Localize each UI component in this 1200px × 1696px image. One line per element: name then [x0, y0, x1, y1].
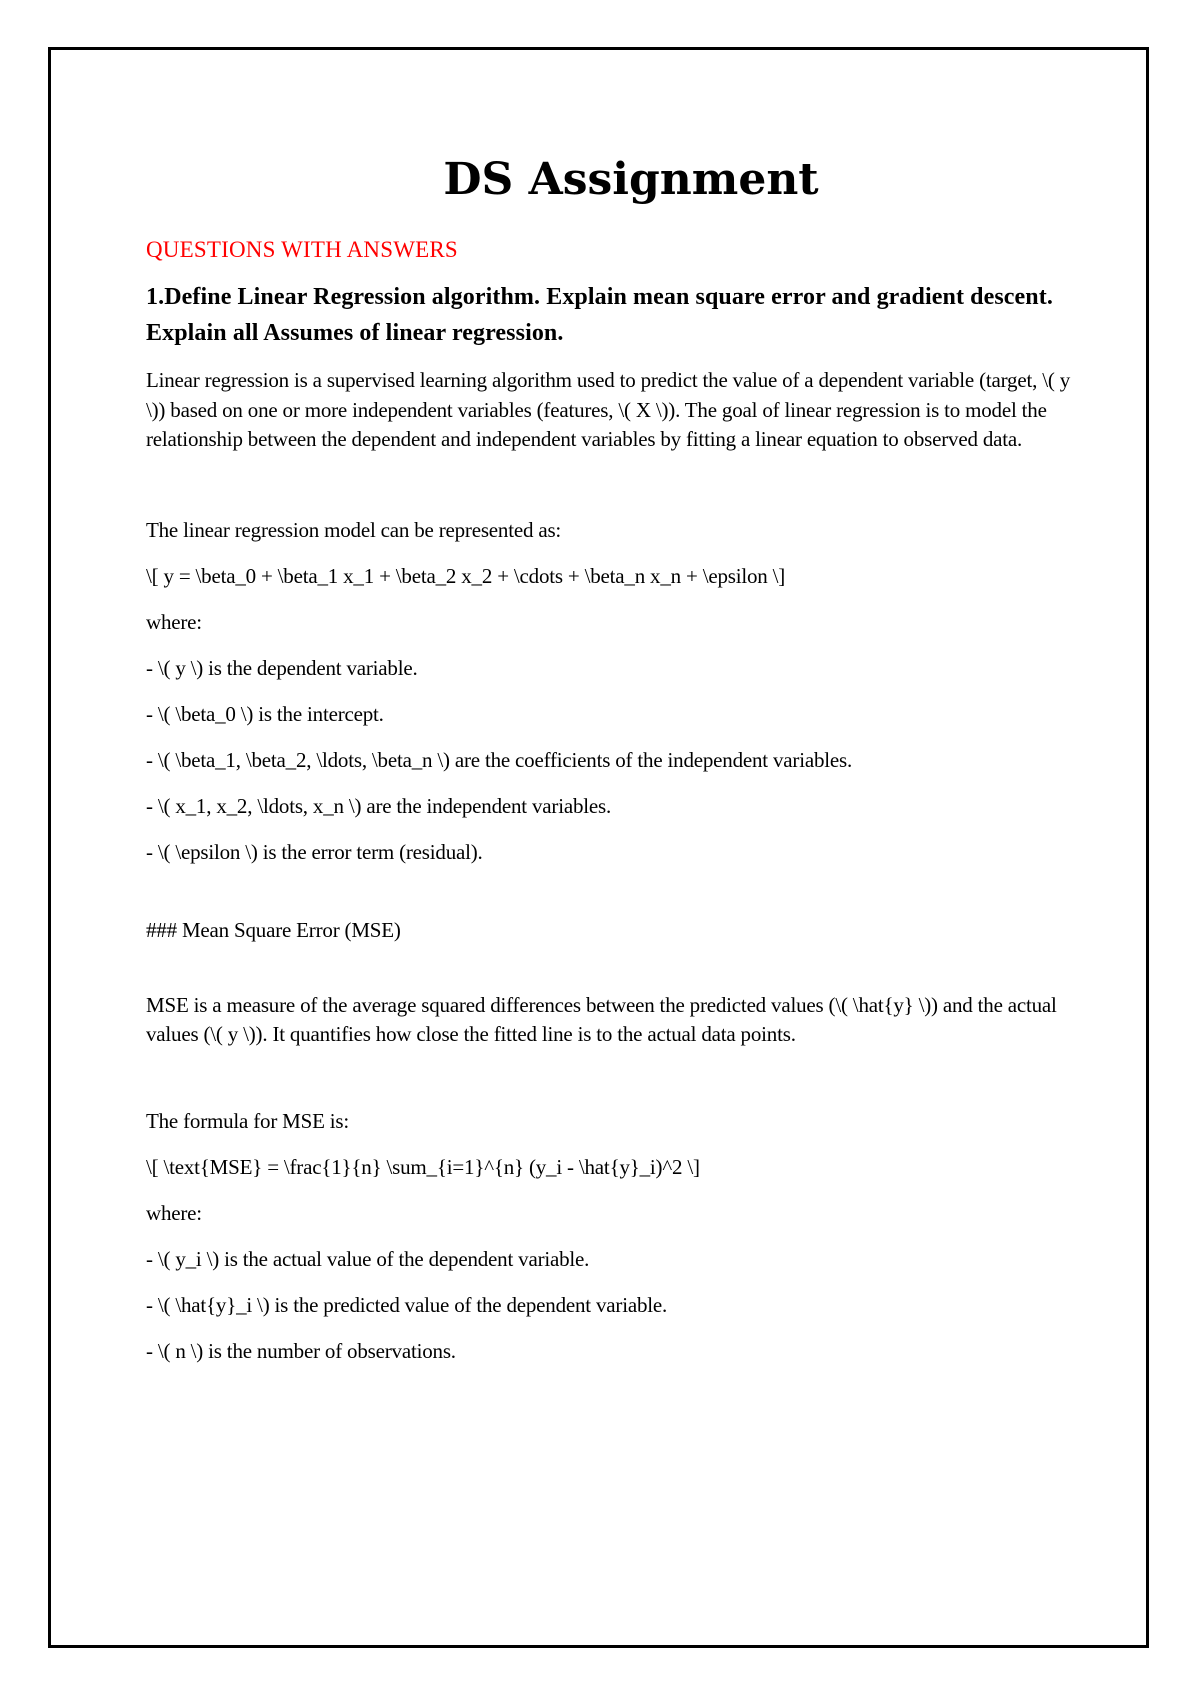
list-item: - \( \epsilon \) is the error term (residual). — [146, 839, 483, 864]
list-item: - \( y \) is the dependent variable. — [146, 655, 418, 680]
where-label: where: — [146, 609, 202, 634]
list-item: - \( \hat{y}_i \) is the predicted value of the dependent variable. — [146, 1292, 668, 1317]
mse-formula: \[ \text{MSE} = \frac{1}{n} \sum_{i=1}^{n} (y_i - \hat{y}_i)^2 \] — [146, 1154, 700, 1179]
list-item: - \( \beta_0 \) is the intercept. — [146, 701, 384, 726]
intro-paragraph: Linear regression is a supervised learning algorithm used to predict the value of a dependent variable (target, \( y \)) based on one or more independent variables (features, \( X \)). The goal of linear regression is to model the relationship between the dependent and independent variables by fitting a linear equation to observed data. — [146, 368, 1070, 451]
where-label: where: — [146, 1200, 202, 1225]
spacer — [146, 1050, 1076, 1106]
question-heading: 1.Define Linear Regression algorithm. Explain mean square error and gradient descent. Explain all Assumes of linear regression. — [146, 284, 1053, 346]
mse-paragraph: MSE is a measure of the average squared differences between the predicted values (\( \hat{y} \)) and the actual values (\( y \)). It quantifies how close the fitted line is to the actual data points. — [146, 992, 1057, 1046]
mse-formula-intro: The formula for MSE is: — [146, 1108, 350, 1133]
document-content — [146, 150, 1076, 1366]
spacer — [146, 455, 1076, 515]
spacer — [146, 867, 1076, 915]
model-formula: \[ y = \beta_0 + \beta_1 x_1 + \beta_2 x_2 + \cdots + \beta_n x_n + \epsilon \] — [146, 563, 786, 588]
model-terms-list — [146, 653, 1076, 867]
list-item: - \( n \) is the number of observations. — [146, 1338, 456, 1363]
mse-heading: ### Mean Square Error (MSE) — [146, 917, 401, 942]
mse-terms-list — [146, 1244, 1076, 1366]
list-item: - \( \beta_1, \beta_2, \ldots, \beta_n \) are the coefficients of the independent variables. — [146, 747, 853, 772]
model-intro: The linear regression model can be represented as: — [146, 517, 562, 542]
document-title: DS Assignment — [443, 154, 819, 205]
list-item: - \( x_1, x_2, \ldots, x_n \) are the independent variables. — [146, 793, 612, 818]
spacer — [146, 945, 1076, 991]
section-subtitle: QUESTIONS WITH ANSWERS — [146, 237, 458, 262]
list-item: - \( y_i \) is the actual value of the dependent variable. — [146, 1246, 590, 1271]
